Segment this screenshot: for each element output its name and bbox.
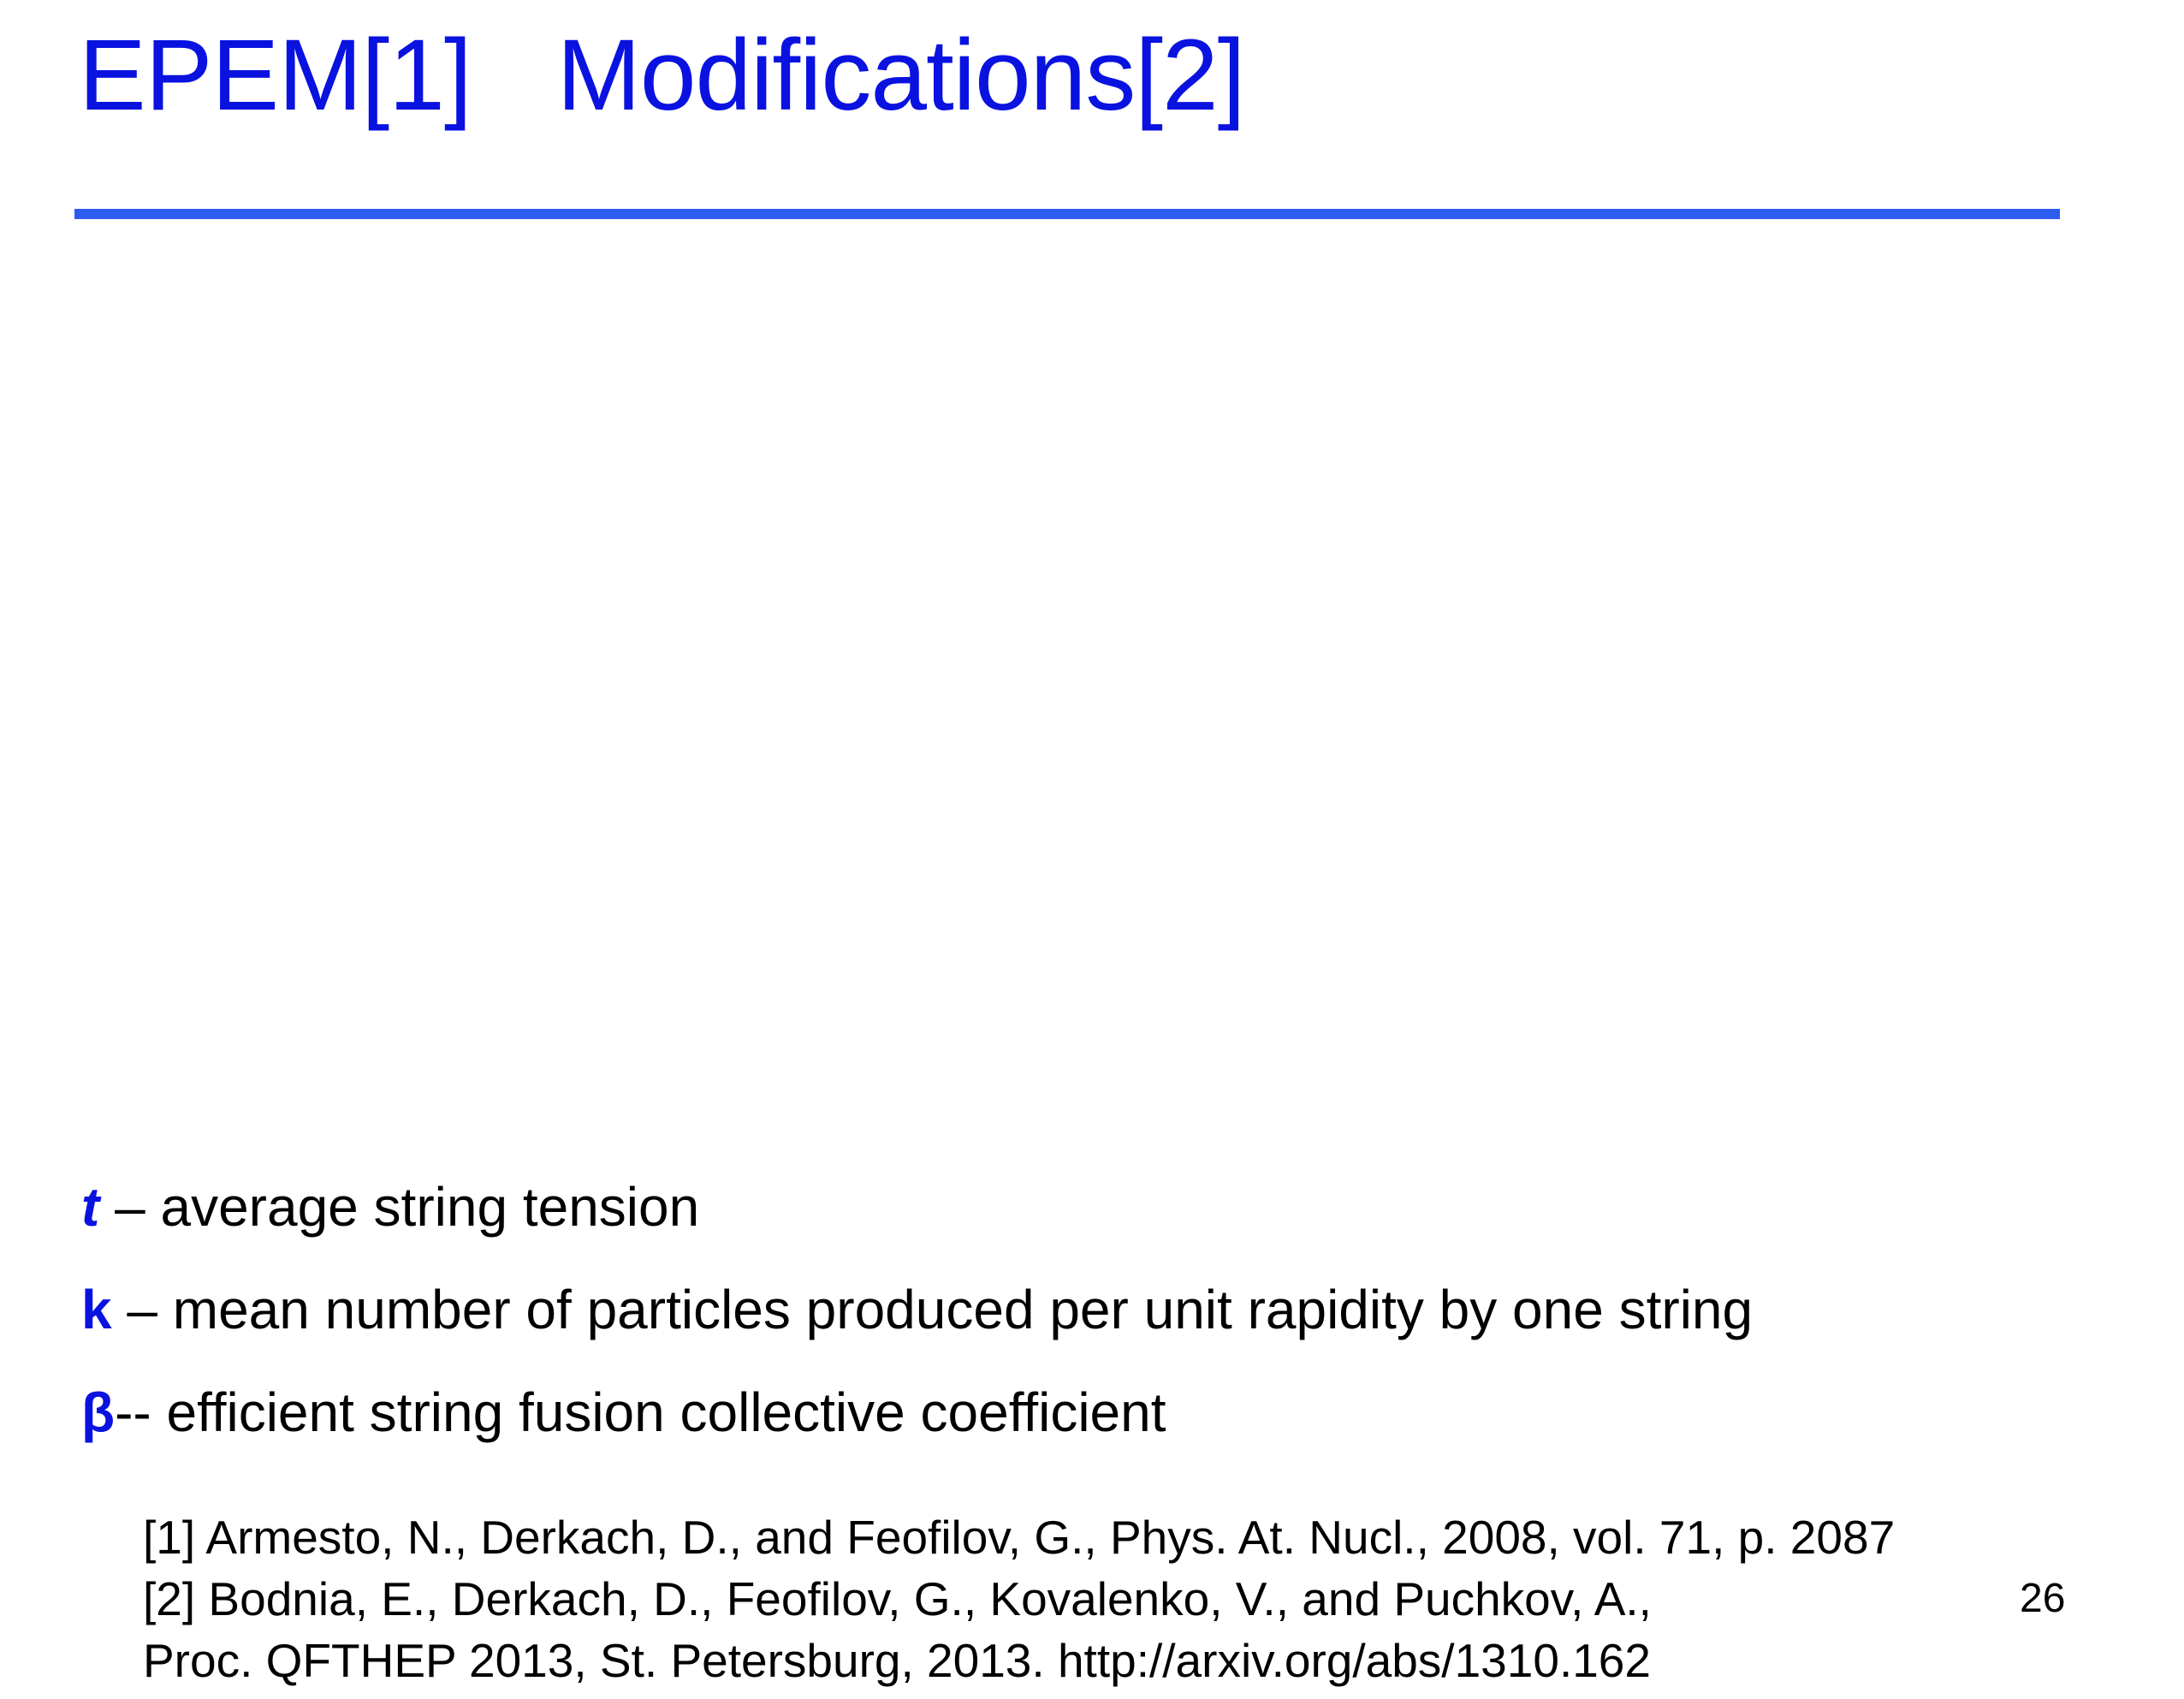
definition-t-text: – average string tension <box>99 1176 700 1238</box>
definition-k <box>81 1275 1753 1344</box>
slide-title-epem: EPEM[1] <box>79 19 472 132</box>
symbol-t: t <box>81 1176 100 1238</box>
symbol-k: k <box>81 1279 112 1340</box>
references <box>143 1506 1895 1691</box>
reference-1: [1] Armesto, N., Derkach, D., and Feofilov, G., Phys. At. Nucl., 2008, vol. 71, p. 2087 <box>143 1511 1896 1564</box>
slide-title <box>79 15 1244 135</box>
title-underline-rule <box>74 209 2060 219</box>
definitions-list <box>81 1173 1753 1481</box>
page-number: 26 <box>2020 1576 2066 1621</box>
definition-beta <box>81 1378 1753 1447</box>
slide-title-modifications: Modifications[2] <box>556 19 1245 132</box>
symbol-beta: β <box>81 1381 116 1443</box>
definition-beta-text: -- efficient string fusion collective coefficient <box>115 1381 1166 1443</box>
reference-2-line-2: Proc. QFTHEP 2013, St. Petersburg, 2013. http://arxiv.org/abs/1310.162 <box>143 1634 1651 1687</box>
definition-t <box>81 1173 1753 1241</box>
reference-2-line-1: [2] Bodnia, E., Derkach, D., Feofilov, G., Kovalenko, V., and Puchkov, A., <box>143 1572 1652 1625</box>
definition-k-text: – mean number of particles produced per unit rapidity by one string <box>111 1279 1754 1340</box>
